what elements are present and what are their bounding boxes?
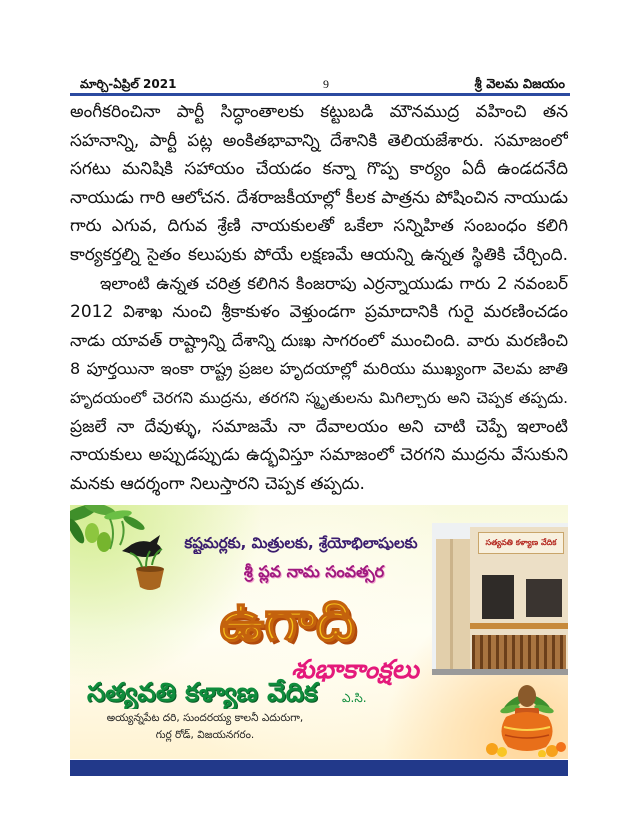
building-window bbox=[482, 575, 514, 619]
address-line: అయ్యన్నపేట దరి, సుందరయ్య కాలనీ ఎదురుగా, bbox=[106, 712, 304, 724]
mango-fruits bbox=[85, 523, 111, 552]
building-pillar bbox=[450, 539, 453, 675]
building-window bbox=[526, 579, 562, 617]
magazine-title: శ్రీ వెలమ విజయం bbox=[474, 77, 565, 92]
kalash-pot bbox=[501, 708, 552, 751]
page-number: 9 bbox=[323, 77, 329, 91]
coconut bbox=[518, 685, 536, 707]
article-line: గారు ఎగువ, దిగువ శ్రేణి నాయకులతో ఒకేలా సన్నిహిత సంబంధం కలిగి bbox=[70, 216, 568, 237]
page-header bbox=[70, 76, 568, 93]
article-line: సహనాన్ని, పార్టీ పట్ల అంకితభావాన్ని దేశానికి తెలియజేశారు. సమాజంలో bbox=[70, 130, 568, 151]
neem-pot bbox=[130, 549, 164, 590]
article-line: సగటు మనిషికి సహాయం చేయడం కన్నా గొప్ప కార్యం ఏదీ ఉండదనేది bbox=[70, 159, 568, 180]
function-hall-photo bbox=[432, 523, 568, 675]
article-line: నాడు యావత్ రాష్ట్రాన్ని దేశాన్ని దుఃఖ సాగరంలో ముంచింది. వారు మరణించి bbox=[70, 330, 568, 350]
wishes-text: శుభాకాంక్షలు bbox=[291, 655, 419, 685]
business-suffix: ఎ.సి. bbox=[342, 691, 367, 705]
building-band bbox=[470, 623, 568, 629]
address-line: గుర్ల రోడ్, విజయనగరం. bbox=[155, 729, 255, 741]
mango-leaves-illustration bbox=[70, 505, 182, 601]
ground bbox=[432, 669, 568, 675]
ugadi-greeting-advertisement bbox=[70, 505, 568, 759]
article-line: 8 పూర్తయినా ఇంకా రాష్ట్ర ప్రజల హృదయాల్లో మరియు ముఖ్యంగా వెలమ జాతి bbox=[70, 359, 568, 379]
article-line: కార్యకర్తల్ని సైతం కలుపుకు పోయే లక్షణమే ఆయన్ని ఉన్నత స్థితికి చేర్చింది. bbox=[70, 244, 568, 265]
building-sign: సత్యవతి కళ్యాణ వేదిక bbox=[478, 532, 564, 554]
header-divider bbox=[70, 93, 570, 96]
building-gate bbox=[472, 635, 566, 671]
kalash-illustration bbox=[484, 681, 566, 757]
article-body bbox=[70, 98, 568, 498]
footer-bar bbox=[70, 760, 568, 776]
article-line: నాయకులు అప్పుడప్పుడు ఉద్భవిస్తూ సమాజంలో చెరగని ముద్రను వేసుకుని bbox=[70, 445, 568, 466]
article-line: అంగీకరించినా పార్టీ సిద్ధాంతాలకు కట్టుబడి మౌనముద్ర వహించి తన bbox=[70, 102, 568, 122]
building-tower bbox=[436, 539, 470, 675]
festival-title: ఉగాది bbox=[219, 589, 356, 654]
article-line: మనకు ఆదర్శంగా నిలుస్తారని చెప్పక తప్పదు. bbox=[70, 473, 365, 494]
article-line: నాయుడు గారి ఆలోచన. దేశరాజకీయాల్లో కీలక పాత్రను పోషించిన నాయుడు bbox=[70, 187, 568, 208]
year-name: శ్రీ ప్లవ నామ సంవత్సర bbox=[243, 562, 385, 581]
article-line: ప్రజలే నా దేవుళ్ళు, సమాజమే నా దేవాలయం అని చాటి చెప్పే ఇలాంటి bbox=[70, 416, 568, 437]
article-line: హృదయంలో చెరగని ముద్రను, తరగని స్మృతులను మిగిల్చారు అని చెప్పక తప్పదు. bbox=[70, 388, 568, 407]
business-name: సత్యవతి కళ్యాణ వేదిక bbox=[87, 678, 318, 708]
issue-date: మార్చి-ఏప్రిల్ 2021 bbox=[80, 77, 177, 91]
article-line: ఇలాంటి ఉన్నత చరిత్ర కలిగిన కింజరాపు ఎర్రన్నాయుడు గారు 2 నవంబర్ bbox=[100, 273, 568, 293]
greeting-recipients: కష్టమర్లకు, మిత్రులకు, శ్రేయోభిలాషులకు bbox=[184, 534, 418, 552]
article-line: 2012 విశాఖ నుంచి శ్రీకాకుళం వెళ్తుండగా ప్రమాదానికి గురై మరణించడం bbox=[70, 302, 568, 323]
